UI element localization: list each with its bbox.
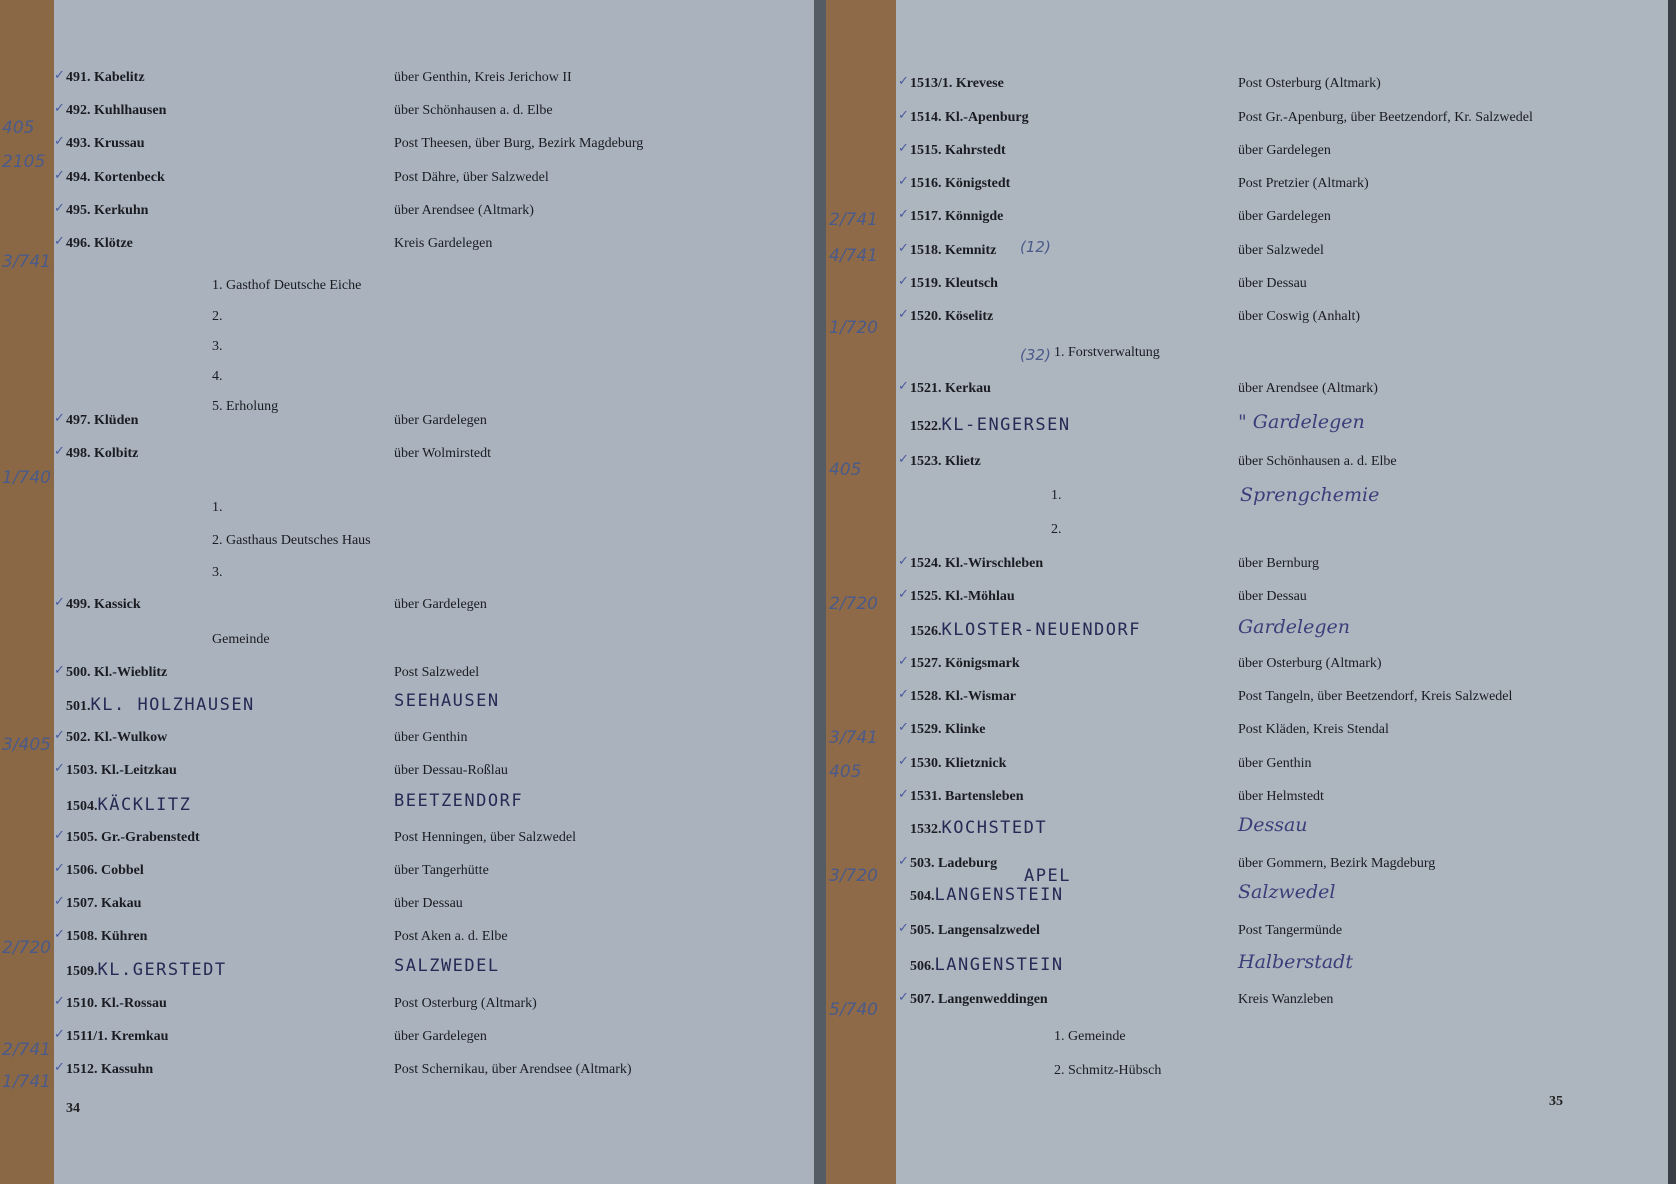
- handwritten-name: LANGENSTEIN: [934, 955, 1064, 975]
- margin-note: 1/740: [2, 468, 51, 488]
- entry-name: 493. Krussau: [66, 136, 145, 151]
- check-mark-icon: ✓: [54, 411, 65, 426]
- entry-address: über Dessau: [394, 896, 463, 911]
- margin-note: 2/720: [2, 938, 51, 958]
- entry-address: über Schönhausen a. d. Elbe: [1238, 454, 1397, 469]
- entry-name: 1506. Cobbel: [66, 863, 144, 878]
- entry-number: 506.: [910, 959, 935, 974]
- entry-name: 1513/1. Krevese: [910, 76, 1004, 91]
- handwritten-name: KL-ENGERSEN: [941, 415, 1071, 435]
- entry-name: 1511/1. Kremkau: [66, 1029, 169, 1044]
- entry-name: 503. Ladeburg: [910, 856, 998, 871]
- entry-address: Post Aken a. d. Elbe: [394, 929, 508, 944]
- check-mark-icon: ✓: [898, 174, 909, 189]
- check-mark-icon: ✓: [898, 754, 909, 769]
- handwritten-annotation: APEL: [1024, 866, 1071, 886]
- check-mark-icon: ✓: [898, 379, 909, 394]
- handwritten-entry-name: [910, 415, 1071, 435]
- handwritten-name: KLOSTER-NEUENDORF: [941, 620, 1141, 640]
- entry-name: 1520. Köselitz: [910, 309, 994, 324]
- entry-address: über Genthin: [394, 730, 468, 745]
- entry-address: über Genthin: [1238, 756, 1312, 771]
- check-mark-icon: ✓: [898, 687, 909, 702]
- entry-name: 495. Kerkuhn: [66, 203, 149, 218]
- handwritten-name: LANGENSTEIN: [934, 885, 1064, 905]
- entry-name: 1528. Kl.-Wismar: [910, 689, 1016, 704]
- entry-address: über Tangerhütte: [394, 863, 489, 878]
- entry-address: Post Kläden, Kreis Stendal: [1238, 722, 1389, 737]
- entry-address: Post Henningen, über Salzwedel: [394, 830, 576, 845]
- handwritten-address: " Gardelegen: [1238, 411, 1365, 433]
- check-mark-icon: ✓: [898, 990, 909, 1005]
- page-gutter: [814, 0, 826, 1184]
- check-mark-icon: ✓: [54, 1027, 65, 1042]
- entry-name: 494. Kortenbeck: [66, 170, 165, 185]
- sub-item: 2. Gasthaus Deutsches Haus: [212, 533, 371, 548]
- entry-address: über Gardelegen: [394, 597, 487, 612]
- handwritten-entry-name: [910, 955, 1064, 975]
- check-mark-icon: ✓: [898, 274, 909, 289]
- entry-name: 1516. Königstedt: [910, 176, 1011, 191]
- entry-address: Post Osterburg (Altmark): [1238, 76, 1381, 91]
- page-number-left: 34: [66, 1101, 80, 1116]
- entry-number: 504.: [910, 889, 935, 904]
- entry-address: Post Theesen, über Burg, Bezirk Magdeburg: [394, 136, 644, 151]
- check-mark-icon: ✓: [898, 452, 909, 467]
- check-mark-icon: ✓: [54, 761, 65, 776]
- handwritten-address: Dessau: [1238, 814, 1308, 836]
- entry-number: 1526.: [910, 624, 942, 639]
- entry-address: über Coswig (Anhalt): [1238, 309, 1361, 324]
- entry-name: 505. Langensalzwedel: [910, 923, 1040, 938]
- check-mark-icon: ✓: [54, 595, 65, 610]
- handwritten-entry-name: [910, 885, 1064, 905]
- entry-name: 1512. Kassuhn: [66, 1062, 154, 1077]
- margin-note: 405: [2, 118, 35, 138]
- check-mark-icon: ✓: [898, 307, 909, 322]
- entry-name: 1531. Bartensleben: [910, 789, 1024, 804]
- check-mark-icon: ✓: [898, 108, 909, 123]
- sub-item: 1.: [1051, 488, 1062, 503]
- margin-note: 4/741: [829, 246, 878, 266]
- check-mark-icon: ✓: [54, 134, 65, 149]
- check-mark-icon: ✓: [54, 68, 65, 83]
- sub-item: Gemeinde: [212, 632, 270, 647]
- entry-name: 1514. Kl.-Apenburg: [910, 110, 1029, 125]
- entry-number: 1504.: [66, 799, 98, 814]
- handwritten-address: SEEHAUSEN: [394, 691, 500, 711]
- entry-name: 492. Kuhlhausen: [66, 103, 167, 118]
- check-mark-icon: ✓: [54, 444, 65, 459]
- check-mark-icon: ✓: [898, 587, 909, 602]
- entry-address: über Schönhausen a. d. Elbe: [394, 103, 553, 118]
- handwritten-entry-name: [66, 695, 255, 715]
- entry-name: 1508. Kühren: [66, 929, 148, 944]
- sub-item: 1.: [212, 500, 223, 515]
- sub-item: 2. Schmitz-Hübsch: [1054, 1063, 1162, 1078]
- check-mark-icon: ✓: [54, 828, 65, 843]
- page-number-right: 35: [1549, 1094, 1563, 1109]
- sub-item: 2.: [212, 309, 223, 324]
- entry-address: über Gardelegen: [1238, 143, 1331, 158]
- entry-name: 1529. Klinke: [910, 722, 986, 737]
- handwritten-name: KOCHSTEDT: [941, 818, 1048, 838]
- margin-note: 5/740: [829, 1000, 878, 1020]
- entry-name: 1527. Königsmark: [910, 656, 1020, 671]
- margin-note: 3/741: [829, 728, 878, 748]
- sub-item: 5. Erholung: [212, 399, 279, 414]
- sub-item: 4.: [212, 369, 223, 384]
- margin-note: 405: [829, 460, 862, 480]
- handwritten-annotation: (12): [1020, 238, 1051, 256]
- entry-address: über Osterburg (Altmark): [1238, 656, 1382, 671]
- entry-address: über Gommern, Bezirk Magdeburg: [1238, 856, 1436, 871]
- sub-item: 2.: [1051, 522, 1062, 537]
- handwritten-entry-name: [66, 960, 227, 980]
- check-mark-icon: ✓: [54, 663, 65, 678]
- handwritten-entry-name: [910, 818, 1047, 838]
- sub-item: 3.: [212, 565, 223, 580]
- entry-number: 1509.: [66, 964, 98, 979]
- entry-name: 1525. Kl.-Möhlau: [910, 589, 1015, 604]
- entry-address: über Wolmirstedt: [394, 446, 491, 461]
- entry-name: 1521. Kerkau: [910, 381, 991, 396]
- sub-item: 1. Forstverwaltung: [1054, 345, 1160, 360]
- entry-name: 1517. Könnigde: [910, 209, 1004, 224]
- entry-address: Post Tangeln, über Beetzendorf, Kreis Salzwedel: [1238, 689, 1513, 704]
- check-mark-icon: ✓: [54, 168, 65, 183]
- check-mark-icon: ✓: [54, 994, 65, 1009]
- entry-name: 1518. Kemnitz: [910, 243, 997, 258]
- entry-address: Post Tangermünde: [1238, 923, 1343, 938]
- entry-name: 491. Kabelitz: [66, 70, 145, 85]
- binding-edge: [0, 0, 54, 1184]
- entry-name: 1524. Kl.-Wirschleben: [910, 556, 1044, 571]
- check-mark-icon: ✓: [54, 201, 65, 216]
- sub-item: 3.: [212, 339, 223, 354]
- entry-name: 499. Kassick: [66, 597, 141, 612]
- margin-note: 3/405: [2, 735, 51, 755]
- entry-name: 498. Kolbitz: [66, 446, 139, 461]
- entry-name: 1510. Kl.-Rossau: [66, 996, 167, 1011]
- check-mark-icon: ✓: [898, 921, 909, 936]
- sub-item: 1. Gasthof Deutsche Eiche: [212, 278, 362, 293]
- handwritten-address: Halberstadt: [1238, 951, 1353, 973]
- entry-name: 497. Klüden: [66, 413, 139, 428]
- entry-name: 1503. Kl.-Leitzkau: [66, 763, 177, 778]
- entry-address: über Dessau-Roßlau: [394, 763, 508, 778]
- sub-item: 1. Gemeinde: [1054, 1029, 1126, 1044]
- entry-number: 1532.: [910, 822, 942, 837]
- entry-address: Post Gr.-Apenburg, über Beetzendorf, Kr. Salzwedel: [1238, 110, 1533, 125]
- entry-address: über Genthin, Kreis Jerichow II: [394, 70, 572, 85]
- margin-note: 405: [829, 762, 862, 782]
- check-mark-icon: ✓: [54, 728, 65, 743]
- margin-note: 1/741: [2, 1072, 51, 1092]
- check-mark-icon: ✓: [898, 141, 909, 156]
- handwritten-address: SALZWEDEL: [394, 956, 500, 976]
- entry-address: über Arendsee (Altmark): [394, 203, 534, 218]
- entry-number: 501.: [66, 699, 91, 714]
- check-mark-icon: ✓: [54, 861, 65, 876]
- entry-address: über Gardelegen: [394, 1029, 487, 1044]
- check-mark-icon: ✓: [898, 654, 909, 669]
- entry-address: Post Osterburg (Altmark): [394, 996, 537, 1011]
- margin-note: 2/741: [829, 210, 878, 230]
- check-mark-icon: ✓: [898, 241, 909, 256]
- check-mark-icon: ✓: [54, 101, 65, 116]
- entry-address: Post Salzwedel: [394, 665, 480, 680]
- handwritten-address: Salzwedel: [1238, 881, 1336, 903]
- check-mark-icon: ✓: [898, 554, 909, 569]
- margin-note: 2/741: [2, 1040, 51, 1060]
- entry-address: Kreis Gardelegen: [394, 236, 493, 251]
- entry-address: über Salzwedel: [1238, 243, 1324, 258]
- entry-name: 1515. Kahrstedt: [910, 143, 1006, 158]
- handwritten-entry-name: [66, 795, 191, 815]
- check-mark-icon: ✓: [898, 854, 909, 869]
- entry-address: über Bernburg: [1238, 556, 1319, 571]
- entry-address: Post Schernikau, über Arendsee (Altmark): [394, 1062, 632, 1077]
- entry-name: 1505. Gr.-Grabenstedt: [66, 830, 200, 845]
- entry-name: 1530. Klietznick: [910, 756, 1007, 771]
- margin-note: 2/720: [829, 594, 878, 614]
- check-mark-icon: ✓: [898, 207, 909, 222]
- margin-note: 3/741: [2, 252, 51, 272]
- handwritten-name: KÄCKLITZ: [97, 795, 192, 815]
- check-mark-icon: ✓: [898, 787, 909, 802]
- entry-address: Kreis Wanzleben: [1238, 992, 1334, 1007]
- check-mark-icon: ✓: [898, 720, 909, 735]
- entry-name: 496. Klötze: [66, 236, 133, 251]
- margin-note: 3/720: [829, 866, 878, 886]
- entry-address: über Helmstedt: [1238, 789, 1324, 804]
- entry-name: 507. Langenweddingen: [910, 992, 1048, 1007]
- handwritten-name: KL. HOLZHAUSEN: [90, 695, 255, 715]
- entry-address: Post Pretzier (Altmark): [1238, 176, 1369, 191]
- check-mark-icon: ✓: [898, 74, 909, 89]
- handwritten-annotation: (32): [1020, 346, 1051, 364]
- check-mark-icon: ✓: [54, 234, 65, 249]
- entry-address: Post Dähre, über Salzwedel: [394, 170, 549, 185]
- handwritten-entry-name: [910, 620, 1141, 640]
- margin-note: 1/720: [829, 318, 878, 338]
- entry-address: über Dessau: [1238, 589, 1307, 604]
- handwritten-annotation: Sprengchemie: [1240, 484, 1380, 506]
- entry-address: über Gardelegen: [1238, 209, 1331, 224]
- handwritten-name: KL.GERSTEDT: [97, 960, 227, 980]
- entry-name: 502. Kl.-Wulkow: [66, 730, 168, 745]
- check-mark-icon: ✓: [54, 927, 65, 942]
- margin-note: 2105: [2, 152, 46, 172]
- entry-name: 1519. Kleutsch: [910, 276, 998, 291]
- entry-name: 1507. Kakau: [66, 896, 142, 911]
- entry-name: 1523. Klietz: [910, 454, 981, 469]
- entry-name: 500. Kl.-Wieblitz: [66, 665, 168, 680]
- handwritten-address: Gardelegen: [1238, 616, 1350, 638]
- entry-address: über Gardelegen: [394, 413, 487, 428]
- entry-address: über Arendsee (Altmark): [1238, 381, 1378, 396]
- entry-address: über Dessau: [1238, 276, 1307, 291]
- handwritten-address: BEETZENDORF: [394, 791, 524, 811]
- entry-number: 1522.: [910, 419, 942, 434]
- check-mark-icon: ✓: [54, 1060, 65, 1075]
- check-mark-icon: ✓: [54, 894, 65, 909]
